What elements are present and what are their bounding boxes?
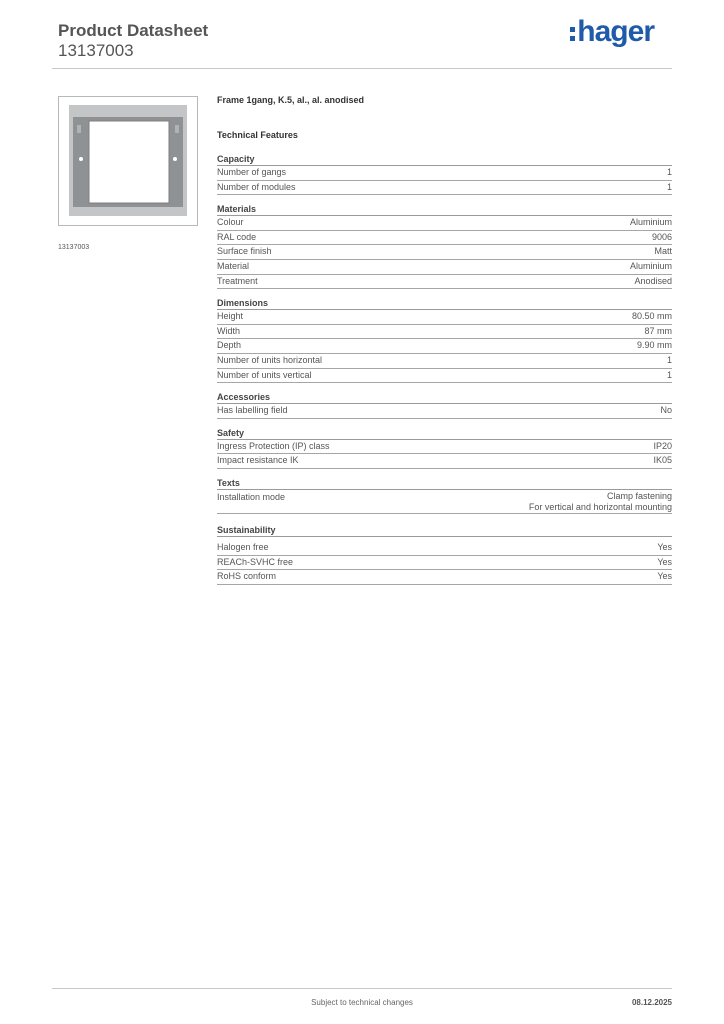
document-header bbox=[58, 20, 208, 61]
spec-value: Yes bbox=[657, 541, 672, 552]
section-title: Sustainability bbox=[217, 524, 672, 537]
spec-value bbox=[529, 491, 672, 513]
spec-label: Number of modules bbox=[217, 181, 296, 192]
spec-row bbox=[217, 181, 672, 196]
spec-label: Number of gangs bbox=[217, 167, 287, 177]
image-caption: 13137003 bbox=[58, 244, 90, 251]
spec-label: Treatment bbox=[217, 275, 258, 286]
spec-label: Surface finish bbox=[217, 246, 272, 257]
section-dimensions bbox=[217, 297, 672, 383]
spec-label: Material bbox=[217, 260, 250, 271]
spec-label: Impact resistance IK bbox=[217, 455, 299, 466]
section-safety bbox=[217, 427, 672, 469]
spec-label: Number of units vertical bbox=[217, 369, 312, 380]
spec-value: 1 bbox=[666, 167, 672, 177]
spec-value: No bbox=[660, 405, 672, 416]
spec-row bbox=[217, 216, 672, 231]
spec-row bbox=[217, 556, 672, 571]
spec-row bbox=[217, 166, 672, 181]
spec-value: IK05 bbox=[653, 455, 672, 466]
spec-row bbox=[217, 339, 672, 354]
section-title: Safety bbox=[217, 427, 672, 440]
section-title: Accessories bbox=[217, 391, 672, 404]
spec-label: Has labelling field bbox=[217, 405, 288, 416]
spec-label: Installation mode bbox=[217, 491, 286, 502]
section-accessories bbox=[217, 391, 672, 419]
spec-row bbox=[217, 354, 672, 369]
spec-value: Aluminium bbox=[629, 217, 672, 228]
spec-row bbox=[217, 570, 672, 585]
footer-note: Subject to technical changes bbox=[311, 998, 413, 1007]
spec-label: RoHS conform bbox=[217, 571, 277, 582]
spec-row bbox=[217, 260, 672, 275]
header-divider bbox=[52, 68, 672, 69]
spec-value: 9.90 mm bbox=[636, 340, 672, 351]
footer-date: 08.12.2025 bbox=[631, 998, 672, 1007]
spec-row bbox=[217, 490, 672, 514]
spec-label: Ingress Protection (IP) class bbox=[217, 440, 330, 451]
section-title: Texts bbox=[217, 477, 672, 490]
spec-value: Aluminium bbox=[629, 260, 672, 271]
section-capacity bbox=[217, 153, 672, 195]
spec-row bbox=[217, 245, 672, 260]
footer-divider bbox=[52, 988, 672, 989]
section-title: Dimensions bbox=[217, 297, 672, 310]
spec-value: 9006 bbox=[651, 231, 672, 242]
section-sustainability bbox=[217, 524, 672, 585]
datasheet-content bbox=[217, 93, 672, 593]
hager-logo bbox=[570, 16, 654, 48]
spec-label: Halogen free bbox=[217, 541, 269, 552]
spec-row bbox=[217, 404, 672, 419]
section-texts bbox=[217, 477, 672, 514]
spec-value: 80.50 mm bbox=[631, 311, 672, 322]
logo-text: hager bbox=[577, 15, 654, 48]
spec-label: Depth bbox=[217, 340, 242, 351]
document-title: Product Datasheet bbox=[58, 21, 209, 40]
spec-label: RAL code bbox=[217, 231, 257, 242]
section-materials bbox=[217, 203, 672, 289]
spec-value: 87 mm bbox=[644, 325, 672, 336]
product-name: Frame 1gang, K.5, al., al. anodised bbox=[217, 95, 365, 105]
spec-row bbox=[217, 454, 672, 469]
spec-value: 1 bbox=[666, 181, 672, 192]
technical-features-title: Technical Features bbox=[217, 130, 298, 140]
spec-row bbox=[217, 541, 672, 556]
spec-row bbox=[217, 275, 672, 290]
spec-label: Width bbox=[217, 325, 241, 336]
spec-row bbox=[217, 369, 672, 384]
spec-value: 1 bbox=[666, 369, 672, 380]
spec-row bbox=[217, 325, 672, 340]
spec-label: Height bbox=[217, 311, 244, 322]
spec-label: Number of units horizontal bbox=[217, 354, 323, 365]
spec-value: Yes bbox=[657, 571, 672, 582]
spec-row bbox=[217, 440, 672, 455]
section-title: Materials bbox=[217, 203, 672, 216]
spec-value: Anodised bbox=[634, 275, 672, 286]
spec-value-line: For vertical and horizontal mounting bbox=[528, 501, 672, 512]
spec-label: Colour bbox=[217, 217, 244, 228]
spec-label: REACh-SVHC free bbox=[217, 556, 294, 567]
spec-row bbox=[217, 231, 672, 246]
spec-value-line: Clamp fastening bbox=[606, 490, 672, 501]
spec-value: IP20 bbox=[653, 440, 672, 451]
spec-value: 1 bbox=[666, 354, 672, 365]
product-number: 13137003 bbox=[58, 41, 134, 60]
spec-row bbox=[217, 310, 672, 325]
section-title: Capacity bbox=[217, 153, 672, 166]
logo-dots-icon bbox=[570, 27, 575, 41]
spec-value: Yes bbox=[657, 556, 672, 567]
product-image bbox=[58, 96, 198, 226]
spec-value: Matt bbox=[654, 246, 672, 257]
